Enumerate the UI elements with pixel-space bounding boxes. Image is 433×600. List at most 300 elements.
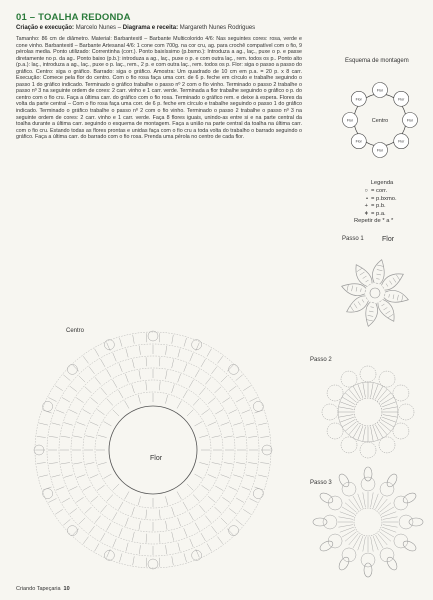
outer-picot: [192, 550, 202, 560]
diagram-stroke: [349, 423, 359, 434]
diagram-stroke: [393, 295, 394, 299]
legend-item: [342, 188, 422, 195]
diagram-stroke: [139, 521, 141, 530]
outer-picot: [43, 401, 53, 411]
diagram-stroke: [177, 401, 182, 409]
diagram-stroke: [260, 463, 269, 464]
diagram-stroke: [246, 475, 255, 477]
chain-loop: [399, 515, 413, 529]
diagram-stroke: [250, 397, 258, 401]
diagram-stroke: [39, 423, 48, 425]
scallop-petal: [402, 491, 418, 505]
diagram-stroke: [159, 558, 160, 567]
diagram-stroke: [178, 543, 180, 552]
flower-petal: [366, 302, 378, 326]
diagram-stroke: [126, 349, 128, 358]
outer-picot: [67, 526, 77, 536]
diagram-stroke: [377, 274, 381, 275]
diagram-stroke: [69, 486, 77, 490]
diagram-stroke: [133, 556, 135, 565]
diagram-stroke: [95, 516, 101, 523]
diagram-stroke: [371, 382, 374, 397]
diagram-stroke: [119, 502, 124, 510]
diagram-stroke: [221, 376, 227, 382]
diagram-stroke: [363, 492, 366, 507]
diagram-stroke: [222, 497, 229, 502]
diagram-stroke: [113, 539, 116, 547]
legend-item-text: = p.a.: [371, 210, 386, 217]
diagram-stroke: [125, 518, 128, 526]
diagram-stroke: [69, 410, 77, 414]
diagram-stroke: [386, 284, 388, 287]
diagram-stroke: [354, 304, 357, 309]
diagram-stroke: [258, 423, 267, 425]
step3-label: Passo 3: [310, 480, 332, 486]
double-crochet-symbol-icon: ǂ: [364, 210, 368, 217]
scallop-petal: [364, 563, 372, 577]
diagram-stroke: [215, 507, 222, 513]
diagram-stroke: [383, 525, 398, 528]
diagram-stroke: [166, 370, 168, 379]
diagram-stroke: [199, 505, 205, 512]
diagram-stroke: [64, 423, 73, 426]
outer-picot: [104, 340, 114, 350]
diagram-stroke: [95, 377, 101, 384]
diagram-stroke: [201, 359, 206, 367]
legend-item: [342, 203, 422, 210]
diagram-stroke: [178, 349, 180, 358]
diagram-stroke: [184, 553, 187, 562]
diagram-stroke: [338, 517, 353, 520]
diagram-stroke: [379, 422, 390, 432]
diagram-stroke: [199, 388, 205, 395]
diagram-stroke: [229, 486, 237, 490]
diagram-stroke: [166, 545, 167, 554]
diagram-stroke: [172, 384, 175, 393]
chain-loop: [393, 423, 409, 439]
chain-loop: [361, 553, 375, 567]
diagram-stroke: [83, 410, 91, 415]
chain-loop: [327, 423, 343, 439]
diagram-stroke: [199, 435, 208, 437]
diagram-stroke: [366, 297, 367, 299]
diagram-stroke: [187, 410, 193, 416]
diagram-stroke: [362, 300, 364, 303]
diagram-stroke: [393, 278, 396, 283]
diagram-stroke: [159, 534, 160, 543]
diagram-stroke: [371, 492, 374, 507]
diagram-stroke: [98, 435, 107, 437]
diagram-stroke: [378, 423, 388, 434]
diagram-stroke: [379, 301, 381, 302]
diagram-stroke: [236, 463, 245, 464]
diagram-stroke: [48, 397, 56, 401]
diagram-stroke: [178, 518, 181, 526]
diagram-stroke: [166, 346, 167, 355]
diagram-stroke: [363, 427, 366, 442]
scallop-petal: [337, 472, 351, 488]
legend-item-text: = corr.: [371, 188, 388, 195]
diagram-stroke: [62, 398, 70, 403]
scallop-petal: [313, 518, 327, 526]
diagram-stroke: [236, 519, 243, 525]
diagram-stroke: [113, 353, 116, 361]
diagram-stroke: [119, 390, 124, 398]
diagram-stroke: [246, 423, 255, 425]
diagram-stroke: [138, 496, 140, 505]
diagram-stroke: [370, 288, 380, 298]
diagram-stroke: [76, 398, 83, 403]
chain-loop: [398, 404, 414, 420]
diagram-stroke: [205, 377, 211, 384]
diagram-stroke: [195, 369, 200, 377]
diagram-stroke: [363, 276, 367, 279]
diagram-stroke: [95, 349, 100, 357]
diagram-stroke: [366, 320, 373, 321]
diagram-stroke: [98, 462, 107, 464]
diagram-stroke: [360, 272, 365, 275]
diagram-stroke: [101, 533, 106, 541]
diagram-stroke: [159, 381, 160, 390]
diagram-stroke: [107, 369, 112, 377]
diagram-stroke: [125, 401, 130, 409]
chain-loop: [360, 442, 376, 458]
assembly-flower-label: Flor: [355, 139, 362, 144]
outer-picot: [104, 550, 114, 560]
flower-step3-diagram: [312, 466, 424, 578]
outer-picot: [148, 559, 158, 569]
legend-repeat: Repetir de * a *: [354, 218, 394, 225]
diagram-stroke: [195, 474, 203, 479]
diagram-stroke: [139, 370, 141, 379]
diagram-stroke: [159, 357, 160, 366]
assembly-flower-label: Flor: [376, 148, 384, 153]
diagram-stroke: [184, 528, 187, 536]
diagram-stroke: [378, 499, 388, 510]
chain-loop: [379, 437, 395, 453]
diagram-stroke: [215, 410, 223, 415]
diagram-stroke: [76, 497, 83, 502]
diagram-stroke: [55, 509, 63, 514]
diagram-stroke: [193, 495, 199, 502]
diagram-stroke: [146, 534, 147, 543]
diagram-stroke: [172, 532, 174, 541]
diagram-stroke: [73, 436, 82, 438]
diagram-stroke: [107, 495, 113, 502]
diagram-stroke: [101, 505, 107, 512]
diagram-stroke: [236, 498, 244, 503]
diagram-stroke: [85, 507, 92, 513]
diagram-stroke: [236, 398, 244, 403]
scallop-petal: [385, 556, 399, 572]
diagram-stroke: [190, 539, 193, 547]
diagram-stroke: [224, 436, 233, 438]
diagram-stroke: [119, 553, 122, 562]
diagram-stroke: [212, 462, 221, 464]
diagram-stroke: [402, 295, 403, 302]
chain-loop: [327, 385, 343, 401]
diagram-stroke: [113, 512, 118, 520]
diagram-stroke: [215, 486, 223, 491]
diagram-stroke: [91, 398, 98, 404]
diagram-stroke: [83, 537, 88, 544]
diagram-stroke: [70, 386, 77, 391]
diagram-stroke: [146, 381, 147, 390]
legend-item-text: = p.b.: [371, 203, 386, 210]
diagram-stroke: [224, 463, 233, 465]
step1-label: Passo 1: [342, 236, 364, 242]
diagram-stroke: [338, 415, 353, 418]
diagram-stroke: [37, 463, 46, 464]
outer-picot: [67, 364, 77, 374]
assembly-flower-label: Flor: [406, 118, 414, 123]
outer-picot: [192, 340, 202, 350]
diagram-stroke: [101, 388, 107, 395]
diagram-credit-label: Diagrama e receita:: [122, 25, 179, 31]
diagram-stroke: [107, 523, 112, 531]
diagram-stroke: [207, 349, 212, 357]
diagram-stroke: [132, 359, 134, 368]
diagram-stroke: [202, 409, 209, 414]
diagram-stroke: [89, 526, 94, 533]
diagram-stroke: [146, 357, 147, 366]
diagram-stroke: [70, 508, 77, 513]
diagram-stroke: [139, 346, 140, 355]
diagram-stroke: [95, 392, 211, 508]
diagram-stroke: [396, 275, 400, 281]
credits-label: Criação e execução:: [16, 25, 75, 31]
diagram-stroke: [63, 519, 70, 525]
chain-symbol-icon: ○: [364, 188, 368, 195]
diagram-stroke: [377, 265, 384, 266]
diagram-stroke: [378, 533, 388, 544]
diagram-stroke: [363, 537, 366, 552]
flower-step2-diagram: [318, 362, 418, 462]
diagram-stroke: [104, 422, 112, 427]
diagram-stroke: [91, 496, 98, 502]
scallop-petal: [318, 491, 334, 505]
slip-stitch-symbol-icon: •: [365, 195, 368, 202]
diagram-stroke: [208, 496, 215, 502]
diagram-stroke: [397, 295, 398, 301]
scallop-petal: [409, 518, 423, 526]
flower-petal: [381, 274, 403, 290]
chain-loop: [341, 371, 357, 387]
diagram-stroke: [35, 332, 271, 568]
diagram-stroke: [242, 487, 250, 490]
diagram-stroke: [62, 498, 70, 503]
legend-item-text: = p.bxmo.: [371, 195, 397, 202]
diagram-stroke: [52, 475, 61, 477]
diagram-stroke: [361, 288, 362, 291]
chain-loop: [323, 515, 337, 529]
diagram-stroke: [345, 422, 356, 432]
diagram-stroke: [386, 311, 391, 314]
diagram-stroke: [383, 415, 398, 418]
diagram-stroke: [132, 532, 134, 541]
diagram-stroke: [368, 315, 374, 316]
step2-label: Passo 2: [310, 357, 332, 363]
diagram-stroke: [77, 475, 85, 478]
scallop-petal: [364, 467, 372, 481]
chain-loop: [361, 477, 375, 491]
center-title: Centro: [66, 328, 85, 334]
diagram-stroke: [338, 525, 353, 528]
diagram-stroke: [73, 463, 82, 465]
diagram-stroke: [347, 284, 348, 291]
diagram-stroke: [217, 537, 222, 544]
diagram-stroke: [119, 338, 122, 347]
center-flower-circle: [109, 406, 197, 494]
diagram-stroke: [236, 436, 245, 437]
diagram-stroke: [86, 462, 95, 464]
flower-petal: [384, 290, 408, 302]
diagram-stroke: [389, 281, 392, 285]
diagram-stroke: [172, 335, 174, 344]
diagram-stroke: [189, 512, 194, 520]
diagram-stroke: [184, 338, 187, 347]
diagram-stroke: [233, 423, 242, 426]
diagram-stroke: [349, 389, 359, 400]
flower-step1-diagram: [330, 248, 420, 338]
diagram-stroke: [350, 306, 354, 312]
diagram-stroke: [211, 367, 216, 374]
diagram-stroke: [189, 380, 194, 388]
diagram-stroke: [349, 533, 359, 544]
diagram-stroke: [379, 532, 390, 542]
diagram-stroke: [229, 386, 236, 391]
diagram-stroke: [71, 368, 235, 532]
single-crochet-symbol-icon: +: [364, 203, 368, 210]
outer-picot: [253, 401, 263, 411]
scallop-petal: [385, 472, 399, 488]
diagram-stroke: [172, 359, 174, 368]
page-footer: [16, 586, 70, 592]
credits-line: [16, 25, 316, 31]
assembly-flower-label: Flor: [376, 88, 384, 93]
flower-petal: [356, 265, 372, 287]
center-flower-label: Flor: [150, 455, 163, 462]
outer-picot: [253, 489, 263, 499]
diagram-stroke: [222, 398, 229, 403]
diagram-stroke: [126, 543, 128, 552]
diagram-stroke: [248, 436, 257, 437]
diagram-stroke: [389, 294, 390, 297]
diagram-stroke: [382, 304, 385, 306]
diagram-stroke: [125, 374, 128, 382]
diagram-stroke: [221, 422, 229, 425]
diagram-stroke: [79, 518, 85, 524]
chain-loop: [393, 385, 409, 401]
diagram-stroke: [97, 485, 104, 490]
diagram-stroke: [107, 399, 113, 406]
flower-petal: [372, 260, 384, 284]
flower-petal: [378, 299, 394, 321]
diagram-stroke: [208, 474, 216, 478]
diagram-stroke: [208, 422, 216, 426]
diagram-stroke: [195, 523, 200, 531]
diagram-stroke: [383, 407, 398, 410]
diagram-stroke: [159, 510, 160, 519]
diagram-stroke: [146, 510, 147, 519]
flower-petal: [342, 284, 366, 296]
diagram-stroke: [79, 376, 85, 382]
diagram-stroke: [139, 545, 140, 554]
diagram-stroke: [229, 410, 237, 414]
diagram-stroke: [242, 410, 250, 413]
legend-item: [342, 211, 422, 218]
diagram-stroke: [366, 280, 369, 282]
diagram-stroke: [113, 380, 118, 388]
diagram-stroke: [221, 518, 227, 524]
credits-value: Marcelo Nunes –: [75, 25, 122, 31]
magazine-name: Criando Tapeçaria: [16, 586, 61, 592]
diagram-stroke: [95, 544, 100, 552]
diagram-stroke: [379, 503, 390, 513]
diagram-stroke: [345, 503, 356, 513]
diagram-stroke: [260, 436, 269, 437]
diagram-stroke: [229, 508, 236, 513]
diagram-stroke: [125, 492, 130, 500]
diagram-stroke: [338, 407, 353, 410]
diagram-stroke: [178, 374, 181, 382]
diagram-stroke: [208, 398, 215, 404]
diagram-stroke: [195, 422, 203, 427]
diagram-stroke: [193, 399, 199, 406]
diagram-stroke: [49, 463, 58, 464]
diagram-stroke: [384, 307, 388, 310]
diagram-stroke: [184, 363, 187, 371]
diagram-stroke: [354, 398, 382, 426]
legend-title: Legenda: [370, 180, 394, 186]
diagram-stroke: [49, 436, 58, 437]
diagram-stroke: [165, 496, 167, 505]
diagram-stroke: [52, 423, 61, 425]
legend: [342, 180, 422, 225]
diagram-stroke: [113, 484, 119, 490]
diagram-stroke: [205, 516, 211, 523]
diagram-stroke: [190, 353, 193, 361]
diagram-stroke: [166, 521, 168, 530]
diagram-stroke: [211, 526, 216, 533]
diagram-stroke: [356, 287, 357, 291]
diagram-stroke: [48, 498, 56, 502]
diagram-stroke: [369, 284, 371, 285]
diagram-stroke: [86, 436, 95, 438]
diagram-stroke: [56, 410, 64, 413]
diagram-stroke: [138, 395, 140, 404]
diagram-stroke: [248, 463, 257, 464]
diagram-stroke: [378, 389, 388, 400]
diagram-stroke: [383, 287, 384, 289]
diagram-stroke: [369, 311, 373, 312]
diagram-stroke: [243, 509, 251, 514]
diagram-stroke: [83, 356, 88, 363]
diagram-stroke: [55, 386, 63, 391]
diagram-stroke: [56, 487, 64, 490]
diagram-stroke: [61, 463, 70, 464]
diagram-stroke: [64, 475, 73, 478]
diagram-stroke: [119, 363, 122, 371]
scallop-petal: [318, 539, 334, 553]
diagram-stroke: [354, 508, 382, 536]
flower-petal: [347, 296, 369, 312]
diagram-stroke: [97, 409, 104, 414]
diagram-stroke: [202, 485, 209, 490]
diagram-stroke: [371, 537, 374, 552]
chain-loop: [360, 366, 376, 382]
instructions-paragraph: Tamanho: 86 cm de diâmetro. Material: Barbantexitl – Barbante Multicolorido 4/6: Nas seguintes cores: rosa, verde e cone vinho. Barbantexitl – Barbante Artesanal 4/6: 1 cone com 700g. na cor cru, ag. para crochê compatível com o fio, 9 pérolas media. Ponto utilizado: Correntinha (corr.). Ponto baixíssimo (p.bxmo.): Introduza a ag., laç., puxe o p. e passe diretamente no p. da ag.. Ponto baixo (p.b.): introduza a ag., laç., puxe o p. e com outra laç., rem. todos os p.. Ponto alto (p.a.): laç., introduza a ag., laç., puxe o p. laç., rem., 2 p. e com outra laç., rem. todos os p. Flor: siga o passo a passo do gráfico. Centro: siga o gráfico. Barrado: siga o gráfico. Amostra: Um quadrado de 10 cm em p.a. = 20 p. x 8 carr. Execução: Comece pela flor do centro. Com o fio rosa faça uma corr. de 6 p. feche em círculo e trabalhe seguindo o passo 1 do gráfico indicado. Terminado o gráfico trabalhe o passo nº 2 com o fio vinho. Terminado o passo 2 trabalhe o passo nº 3 na seguinte ordem de cores: 2 carr. vinho e 1 carr. verde. Terminada a flor trabalhe seguindo o gráfico o p. do centro com o fio cru. Faça a última carr. do gráfico com o fio rosa. Terminado o gráfico rem. e deixe à espera. Flores da volta da parte central – Com o fio rosa faça uma corr. de 6 p. feche em círculo e trabalhe seguindo o passo 1 do gráfico indicado. Terminado o gráfico trabalhe o passo nº 2 com o fio vinho. Terminado o passo 2 trabalhe o passo nº 3 na seguinte ordem de cores: 2 carr. vinho e 1 carr. verde. Faça 8 flores iguais, unindo-as entre si e na parte central da toalha durante a última carr. seguindo o esquema de montagem. Faça a união na parte central da toalha na última carr. com o fio cru. Estando todas as flores prontas e unidas faça com o fio cru a toda volta do trabalho o barrado seguindo o gráfico. Faça a última carr. do barrado com o fio rosa. Prenda uma pérola no centro de cada flor.: [16, 36, 302, 141]
